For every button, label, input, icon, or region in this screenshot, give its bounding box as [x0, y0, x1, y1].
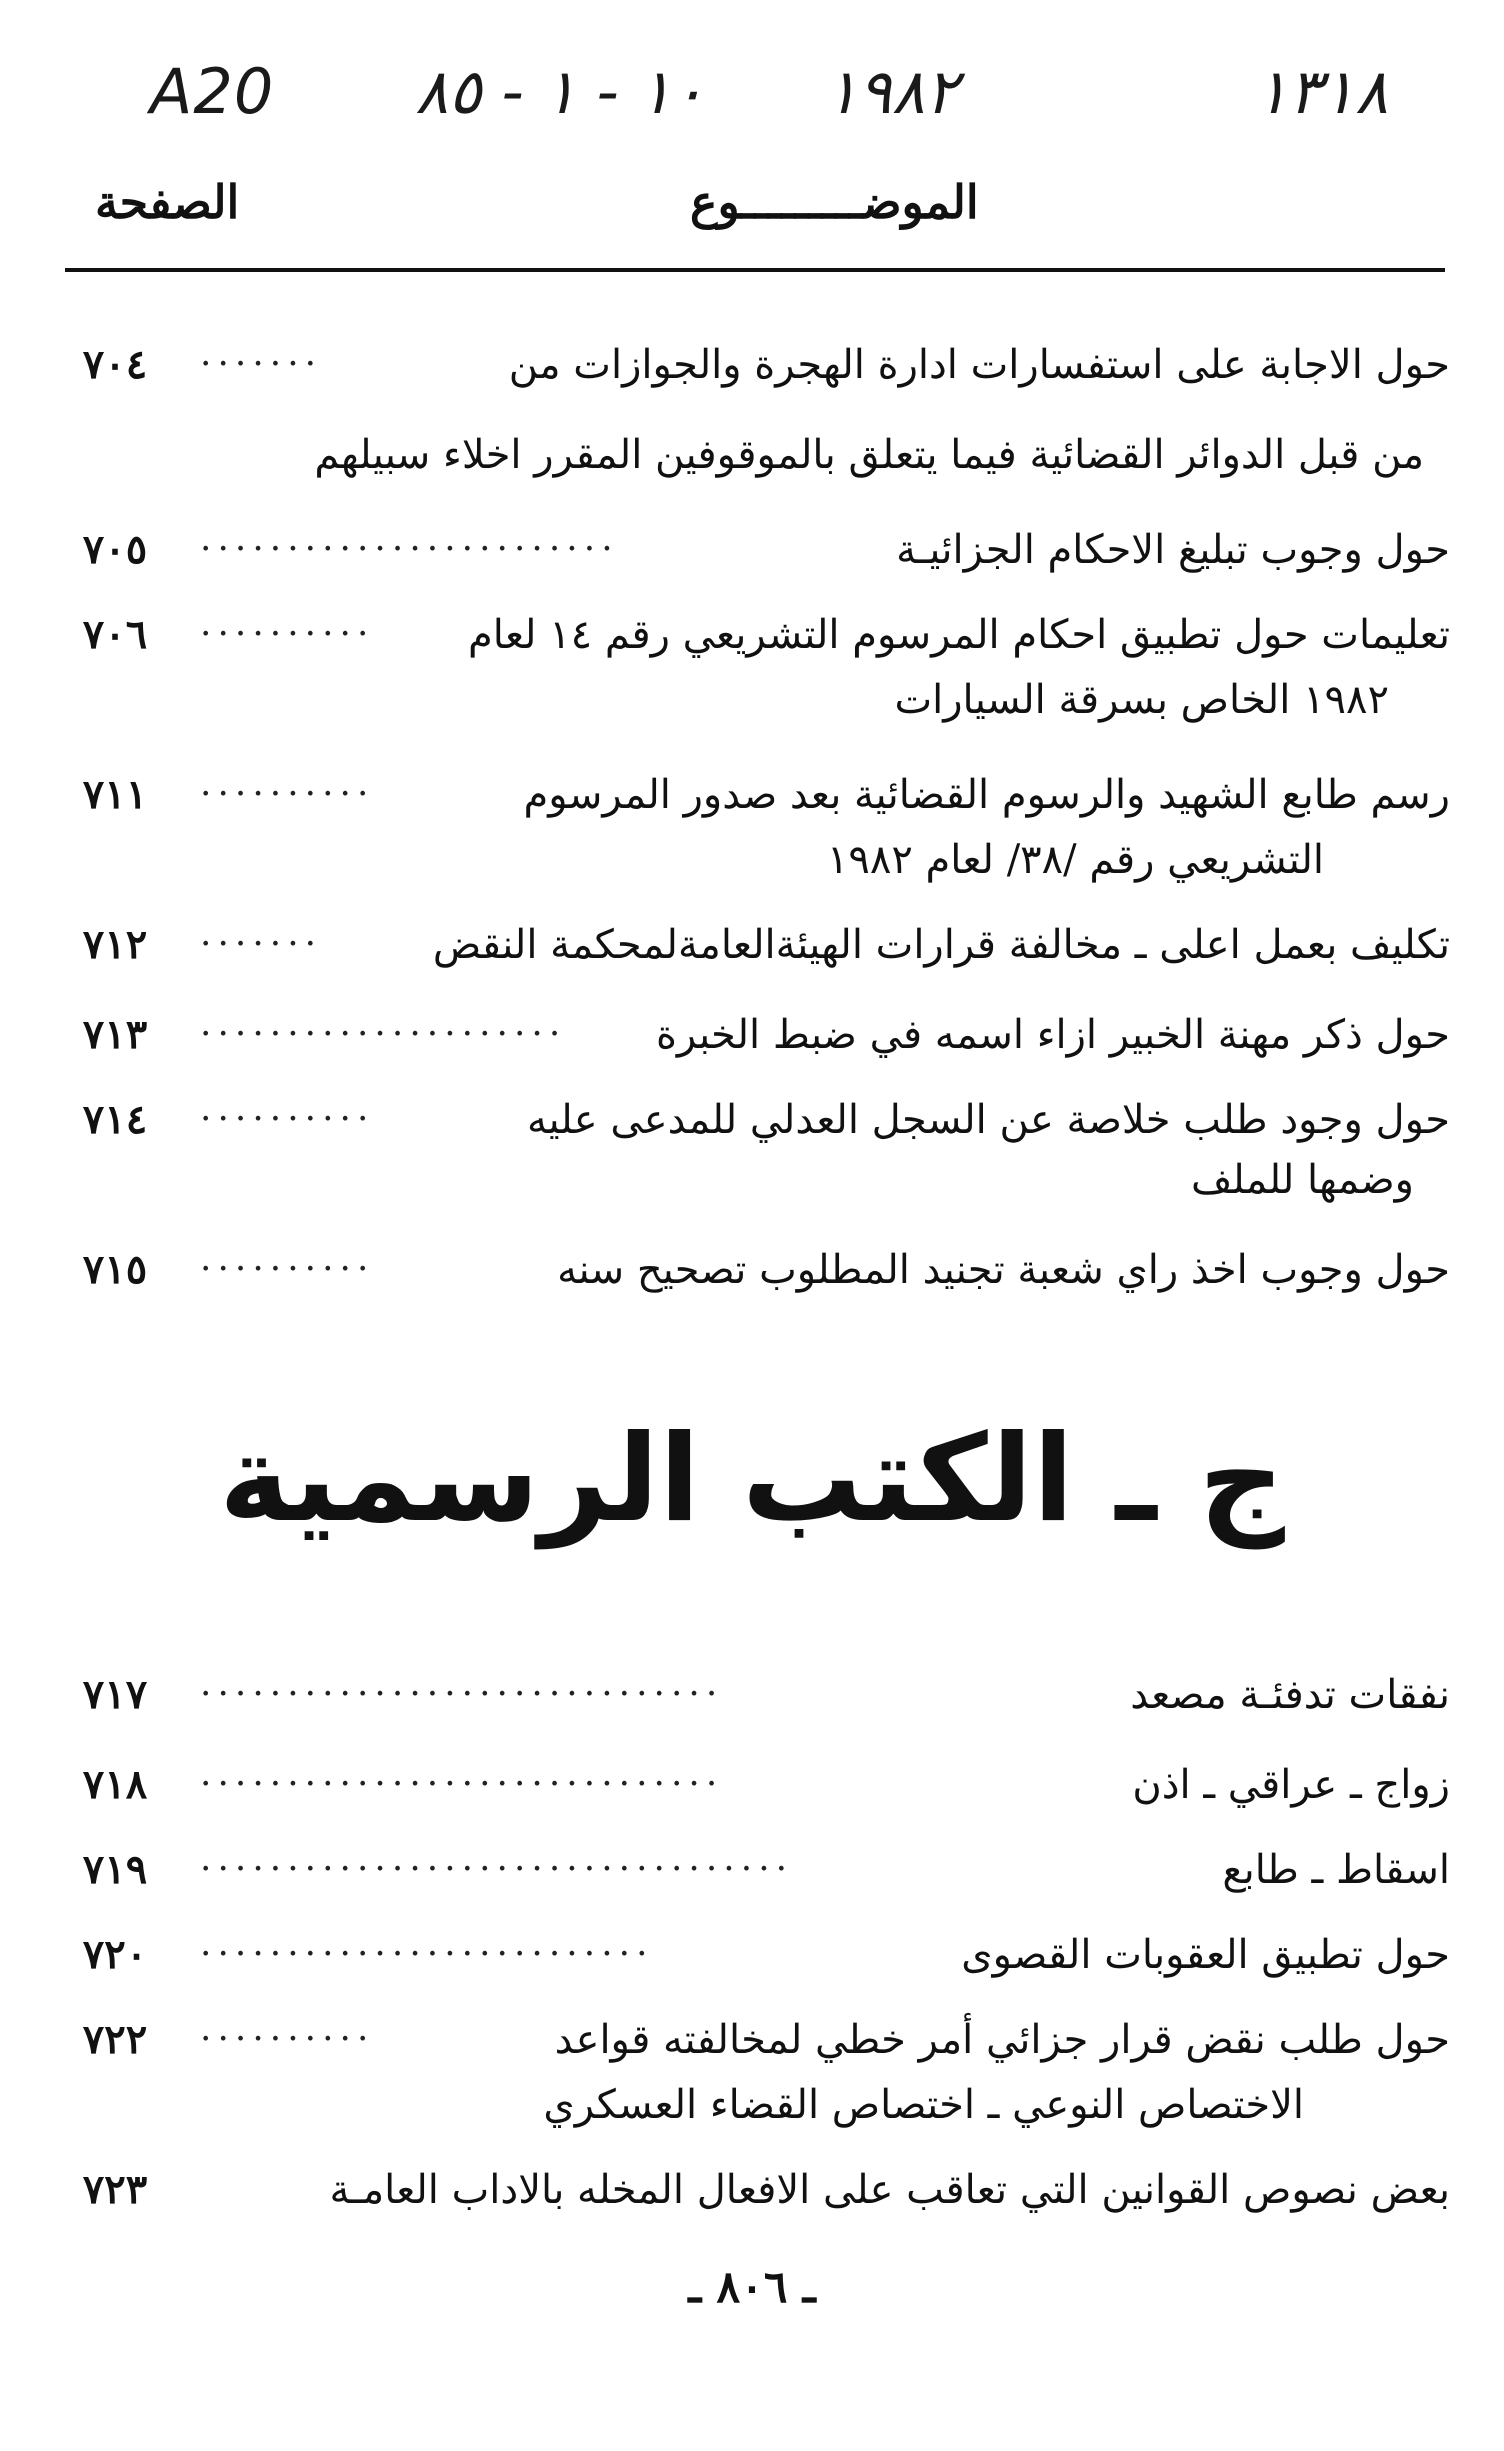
dot-leader: ·································· [200, 1849, 794, 1890]
entry-title: حول ذكر مهنة الخبير ازاء اسمه في ضبط الخبرة [655, 1012, 1450, 1058]
entry-page-number: ٧٢٣ [82, 2166, 148, 2213]
toc-entry [60, 765, 1450, 825]
column-header-page: الصفحة [95, 175, 240, 229]
toc-entry [60, 1665, 1450, 1725]
dot-leader: ······· [200, 924, 323, 965]
toc-entry [60, 1240, 1450, 1300]
column-header-subject: الموضـــــــــوع [690, 175, 979, 229]
toc-entry [60, 2160, 1450, 2220]
dot-leader: ·········· [200, 774, 375, 815]
entry-page-number: ٧١٣ [82, 1011, 148, 1058]
dot-leader: ·························· [200, 1934, 654, 1975]
toc-entry [60, 2010, 1450, 2070]
toc-entry [60, 1005, 1450, 1065]
entry-page-number: ٧١٥ [82, 1246, 148, 1293]
dot-leader: ······························ [200, 1674, 724, 1715]
entry-title: حول وجود طلب خلاصة عن السجل العدلي للمدعى عليه [527, 1097, 1450, 1143]
entry-title: بعض نصوص القوانين التي تعاقب على الافعال المخله بالاداب العامـة [329, 2167, 1450, 2213]
entry-title: زواج ـ عراقي ـ اذن [1132, 1762, 1450, 1808]
toc-entry [60, 1840, 1450, 1900]
entry-page-number: ٧٠٦ [82, 611, 148, 658]
entry-page-number: ٧٢٢ [82, 2016, 148, 2063]
entry-page-number: ٧١٨ [82, 1761, 148, 1808]
toc-entry [60, 605, 1450, 665]
entry-page-number: ٧١٢ [82, 921, 148, 968]
entry-page-number: ٧٠٥ [82, 526, 148, 573]
toc-entry [60, 520, 1450, 580]
toc-entry [60, 1755, 1450, 1815]
dot-leader: ····················· [200, 1014, 567, 1055]
entry-continuation: التشريعي رقم /٣٨/ لعام ١٩٨٢ [826, 837, 1324, 883]
toc-entry [60, 335, 1450, 395]
handwritten-note-4: ١٣١٨ [1255, 55, 1389, 128]
entry-page-number: ٧١٧ [82, 1671, 148, 1718]
dot-leader: ·········· [200, 1099, 375, 1140]
dot-leader: ·········· [200, 1249, 375, 1290]
entry-continuation: وضمها للملف [1191, 1157, 1414, 1203]
section-heading: ج ـ الكتب الرسمية [219, 1410, 1285, 1549]
dot-leader: ·········· [200, 614, 375, 655]
entry-title: حول الاجابة على استفسارات ادارة الهجرة والجوازات من [508, 342, 1450, 388]
handwritten-note-1: A20 [150, 55, 275, 128]
toc-entry [60, 915, 1450, 975]
toc-entry [60, 1090, 1450, 1150]
entry-continuation: الاختصاص النوعي ـ اختصاص القضاء العسكري [543, 2082, 1304, 2128]
handwritten-note-3: ١٩٨٢ [825, 55, 959, 128]
entry-title: حول طلب نقض قرار جزائي أمر خطي لمخالفته قواعد [554, 2017, 1450, 2063]
toc-entry [60, 1925, 1450, 1985]
entry-title: اسقاط ـ طابع [1222, 1847, 1450, 1893]
entry-page-number: ٧٠٤ [82, 341, 148, 388]
dot-leader: ·········· [200, 2019, 375, 2060]
entry-title: رسم طابع الشهيد والرسوم القضائية بعد صدور المرسوم [523, 772, 1450, 818]
entry-page-number: ٧٢٠ [82, 1931, 148, 1978]
entry-page-number: ٧١٤ [82, 1096, 148, 1143]
entry-continuation: من قبل الدوائر القضائية فيما يتعلق بالموقوفين المقرر اخلاء سبيلهم [314, 432, 1424, 478]
entry-title: تعليمات حول تطبيق احكام المرسوم التشريعي رقم ١٤ لعام [467, 612, 1450, 658]
handwritten-note-2: ١٠ - ١ - ٨٥ [415, 55, 706, 128]
entry-title: حول وجوب اخذ راي شعبة تجنيد المطلوب تصحيح سنه [557, 1247, 1450, 1293]
dot-leader: ······························ [200, 1764, 724, 1805]
entry-title: حول وجوب تبليغ الاحكام الجزائيـة [896, 527, 1450, 573]
entry-continuation: ١٩٨٢ الخاص بسرقة السيارات [894, 677, 1389, 723]
entry-title: حول تطبيق العقوبات القصوى [961, 1932, 1450, 1978]
dot-leader: ······· [200, 344, 323, 385]
entry-page-number: ٧١١ [82, 771, 148, 818]
entry-title: نفقات تدفئـة مصعد [1130, 1672, 1450, 1718]
entry-title: تكليف بعمل اعلى ـ مخالفة قرارات الهيئةالعامةلمحكمة النقض [432, 922, 1450, 968]
page-number: ـ ٨٠٦ ـ [688, 2262, 816, 2313]
dot-leader: ························ [200, 529, 619, 570]
entry-page-number: ٧١٩ [82, 1846, 148, 1893]
header-rule [65, 268, 1445, 272]
